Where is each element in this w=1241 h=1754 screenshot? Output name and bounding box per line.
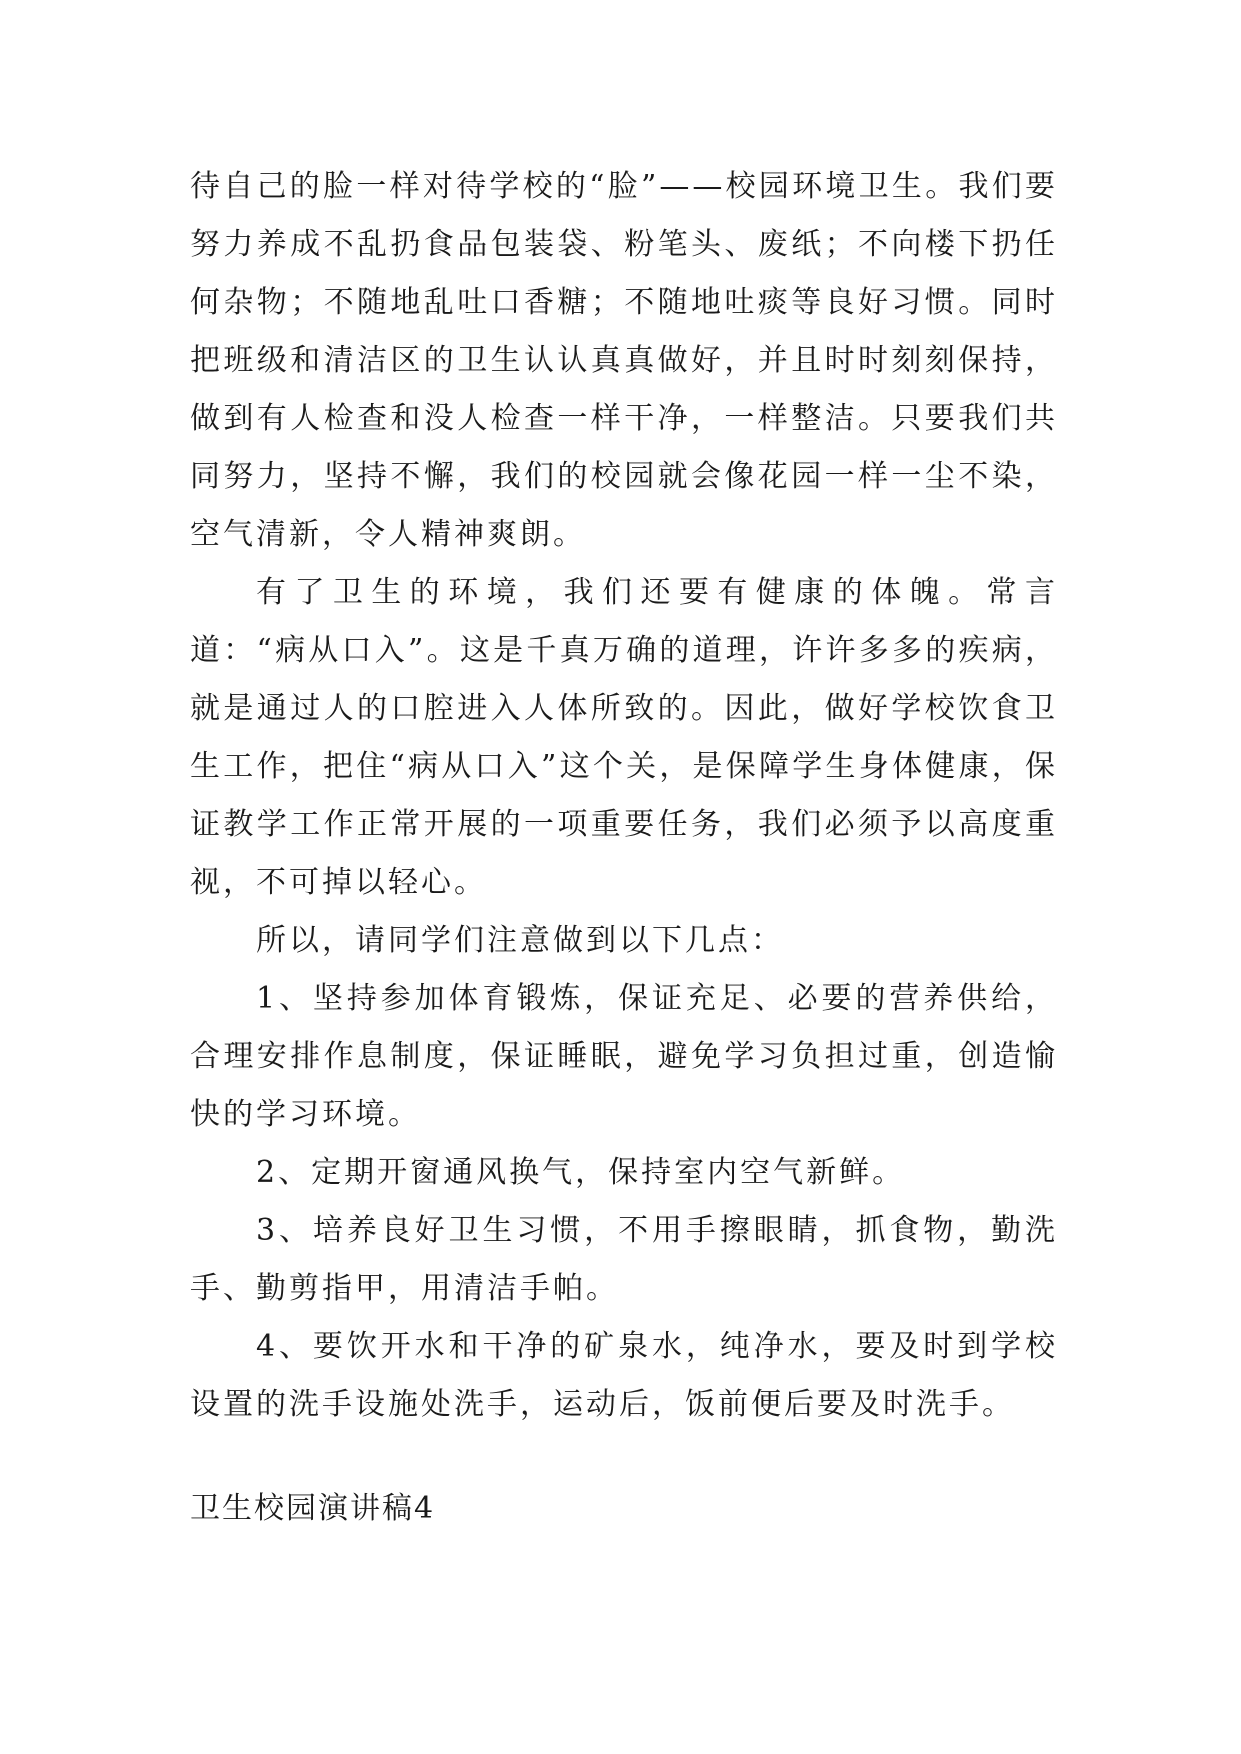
list-item-4: 4、要饮开水和干净的矿泉水，纯净水，要及时到学校设置的洗手设施处洗手，运动后，饭前便后要及时洗手。 [190,1329,1058,1422]
paragraph-healthy-body: 有了卫生的环境，我们还要有健康的体魄。常言道：“病从口入”。这是千真万确的道理，许许多多的疾病，就是通过人的口腔进入人体所致的。因此，做好学校饮食卫生工作，把住“病从口入”这个关，是保障学生身体健康，保证教学工作正常开展的一项重要任务，我们必须予以高度重视，不可掉以轻心。 [190,575,1058,900]
document-body [190,158,1058,1434]
paragraph-intro-points: 所以，请同学们注意做到以下几点： [256,923,784,958]
list-item-3: 3、培养良好卫生习惯，不用手擦眼睛，抓食物，勤洗手、勤剪指甲，用清洁手帕。 [190,1213,1058,1306]
paragraph-hygiene-habits: 待自己的脸一样对待学校的“脸”——校园环境卫生。我们要努力养成不乱扔食品包装袋、粉笔头、废纸；不向楼下扔任何杂物；不随地乱吐口香糖；不随地吐痰等良好习惯。同时把班级和清洁区的卫生认认真真做好，并且时时刻刻保持，做到有人检查和没人检查一样干净，一样整洁。只要我们共同努力，坚持不懈，我们的校园就会像花园一样一尘不染，空气清新，令人精神爽朗。 [190,169,1058,552]
section-heading: 卫生校园演讲稿4 [190,1491,436,1526]
list-item-2: 2、定期开窗通风换气，保持室内空气新鲜。 [256,1155,906,1190]
list-item-1: 1、坚持参加体育锻炼，保证充足、必要的营养供给，合理安排作息制度，保证睡眠，避免学习负担过重，创造愉快的学习环境。 [190,981,1058,1132]
